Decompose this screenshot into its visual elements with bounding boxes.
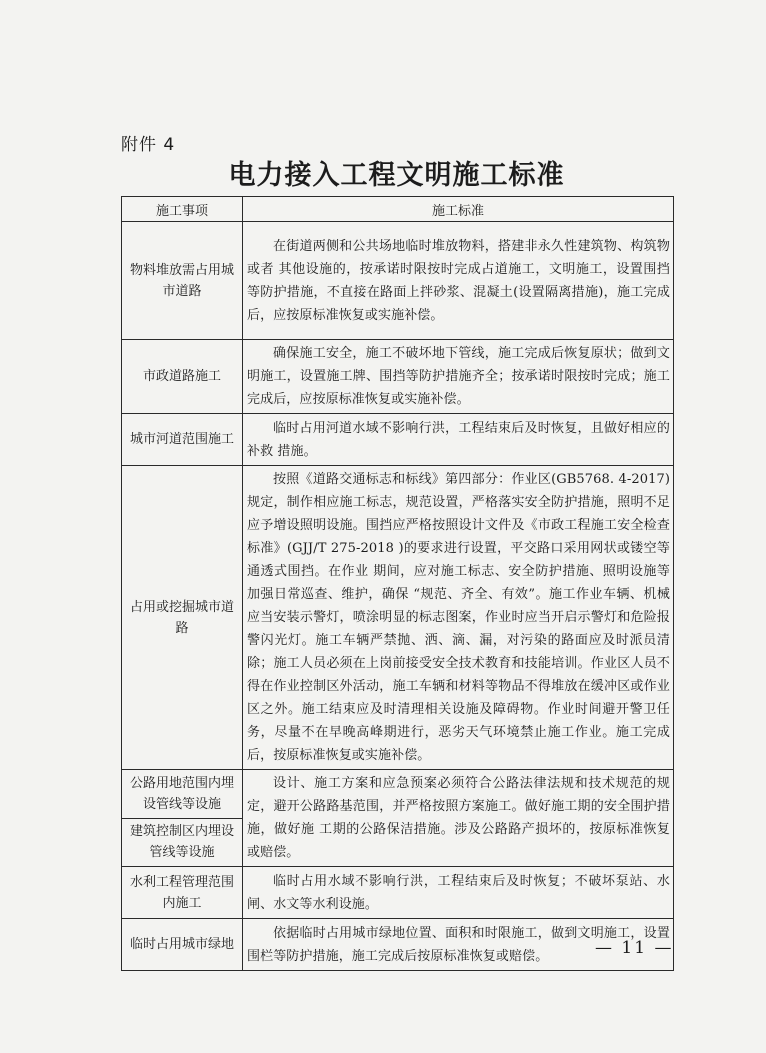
row-standard: 临时占用河道水域不影响行洪，工程结束后及时恢复，且做好相应的补救 措施。 — [243, 414, 674, 466]
row-standard: 依据临时占用城市绿地位置、面积和时限施工，做到文明施工，设置围栏等防护措施，施工完成后按原标准恢复或赔偿。 — [243, 919, 674, 971]
row-standard: 设计、施工方案和应急预案必须符合公路法律法规和技术规范的规定，避开公路路基范围，并严格按照方案施工。做好施工期的安全围护措施，做好施 工期的公路保洁措施。涉及公路路产损坏的，按原标准恢复或赔偿。 — [243, 770, 674, 867]
row-item: 城市河道范围施工 — [122, 414, 243, 466]
table-row — [122, 867, 674, 919]
row-item: 物料堆放需占用城市道路 — [122, 222, 243, 340]
column-header-item: 施工事项 — [122, 197, 243, 222]
column-header-standard: 施工标准 — [243, 197, 674, 222]
row-item: 公路用地范围内埋设管线等设施 — [122, 770, 243, 819]
table-row — [122, 770, 674, 819]
row-item: 市政道路施工 — [122, 340, 243, 414]
table-row — [122, 466, 674, 770]
table-header-row — [122, 197, 674, 222]
row-item: 水利工程管理范围内施工 — [122, 867, 243, 919]
table-row — [122, 414, 674, 466]
row-standard: 在街道两侧和公共场地临时堆放物料，搭建非永久性建筑物、构筑物或者 其他设施的，按承诺时限按时完成占道施工，文明施工，设置围挡等防护措施，不直接在路面上拌砂浆、混凝土(设置隔离措施)，施工完成后，应按原标准恢复或实施补偿。 — [243, 222, 674, 340]
standards-table — [121, 196, 674, 971]
row-item: 占用或挖掘城市道路 — [122, 466, 243, 770]
row-item: 建筑控制区内埋设管线等设施 — [122, 818, 243, 867]
row-standard: 临时占用水域不影响行洪，工程结束后及时恢复；不破坏泵站、水闸、水文等水利设施。 — [243, 867, 674, 919]
row-standard: 确保施工安全，施工不破坏地下管线，施工完成后恢复原状；做到文明施工，设置施工牌、围挡等防护措施齐全；按承诺时限按时完成；施工完成后，应按原标准恢复或实施补偿。 — [243, 340, 674, 414]
table-row — [122, 919, 674, 971]
row-standard: 按照《道路交通标志和标线》第四部分：作业区(GB5768. 4-2017)规定，制作相应施工标志，规范设置，严格落实安全防护措施，照明不足应予增设照明设施。围挡应严格按照设计文件及《市政工程施工安全检查标准》(GJJ/T 275-2018 )的要求进行设置，平交路口采用网状或镂空等通透式围挡。在作业 期间，应对施工标志、安全防护措施、照明设施等加强日常巡查、维护，确保 “规范、齐全、有效”。施工作业车辆、机械应当安装示警灯，喷涂明显的标志图案，作业时应当开启示警灯和危险报警闪光灯。施工车辆严禁抛、洒、滴、漏，对污染的路面应及时派员清除；施工人员必须在上岗前接受安全技术教育和技能培训。作业区人员不得在作业控制区外活动，施工车辆和材料等物品不得堆放在缓冲区或作业区之外。施工结束应及时清理相关设施及障碍物。作业时间避开警卫任务，尽量不在早晚高峰期进行，恶劣天气环境禁止施工作业。施工完成后，按原标准恢复或实施补偿。 — [243, 466, 674, 770]
page-number: — 11 — — [595, 938, 674, 958]
annex-label: 附件 4 — [121, 135, 176, 155]
document-title: 电力接入工程文明施工标准 — [228, 160, 565, 191]
table-row — [122, 222, 674, 340]
row-item: 临时占用城市绿地 — [122, 919, 243, 971]
table-row — [122, 340, 674, 414]
